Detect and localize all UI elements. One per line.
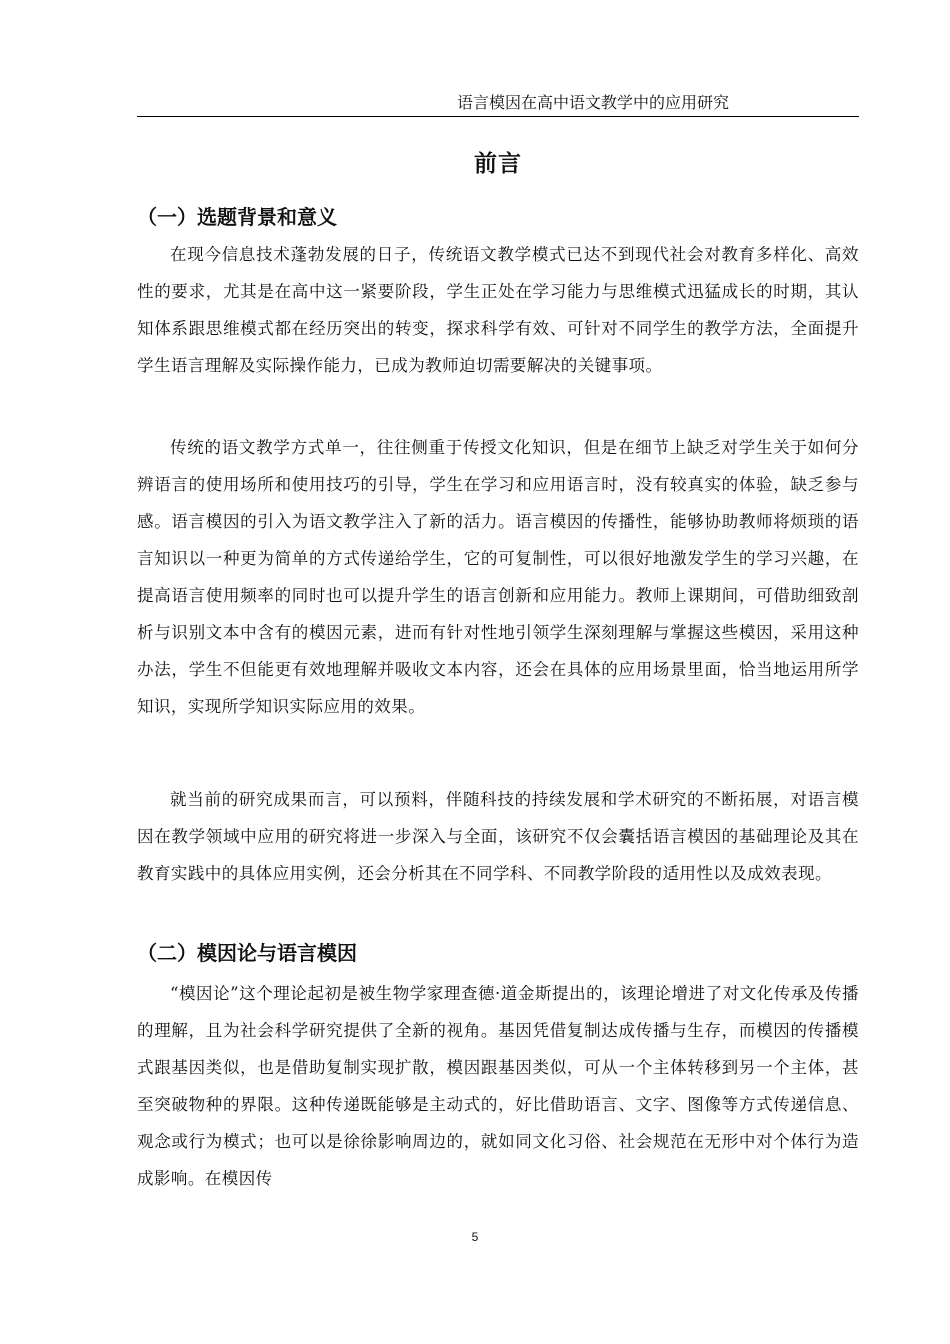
section-heading-2: （二）模因论与语言模因 xyxy=(137,941,357,965)
paragraph: 在现今信息技术蓬勃发展的日子，传统语文教学模式已达不到现代社会对教育多样化、高效性的要求，尤其是在高中这一紧要阶段，学生正处在学习能力与思维模式迅猛成长的时期，其认知体系跟思维模式都在经历突出的转变，探求科学有效、可针对不同学生的教学方法，全面提升学生语言理解及实际操作能力，已成为教师迫切需要解决的关键事项。 xyxy=(137,245,859,375)
paragraph: “模因论”这个理论起初是被生物学家理查德·道金斯提出的，该理论增进了对文化传承及传播的理解，且为社会科学研究提供了全新的视角。基因凭借复制达成传播与生存，而模因的传播模式跟基因类似，也是借助复制实现扩散，模因跟基因类似，可从一个主体转移到另一个主体，甚至突破物种的界限。这种传递既能够是主动式的，好比借助语言、文字、图像等方式传递信息、观念或行为模式；也可以是徐徐影响周边的，就如同文化习俗、社会规范在无形中对个体行为造成影响。在模因传 xyxy=(137,984,859,1188)
paragraph: 就当前的研究成果而言，可以预料，伴随科技的持续发展和学术研究的不断拓展，对语言模因在教学领域中应用的研究将进一步深入与全面，该研究不仅会囊括语言模因的基础理论及其在教育实践中的具体应用实例，还会分析其在不同学科、不同教学阶段的适用性以及成效表现。 xyxy=(137,790,859,883)
header-rule xyxy=(137,116,859,117)
page-number: 5 xyxy=(471,1230,479,1244)
page-title: 前言 xyxy=(474,151,522,177)
section-heading-1: （一）选题背景和意义 xyxy=(137,205,337,229)
running-header-title: 语言模因在高中语文教学中的应用研究 xyxy=(456,93,729,112)
paragraph: 传统的语文教学方式单一，往往侧重于传授文化知识，但是在细节上缺乏对学生关于如何分辨语言的使用场所和使用技巧的引导，学生在学习和应用语言时，没有较真实的体验，缺乏参与感。语言模因的引入为语文教学注入了新的活力。语言模因的传播性，能够协助教师将烦琐的语言知识以一种更为简单的方式传递给学生，它的可复制性，可以很好地激发学生的学习兴趣，在提高语言使用频率的同时也可以提升学生的语言创新和应用能力。教师上课期间，可借助细致剖析与识别文本中含有的模因元素，进而有针对性地引领学生深刻理解与掌握这些模因，采用这种办法，学生不但能更有效地理解并吸收文本内容，还会在具体的应用场景里面，恰当地运用所学知识，实现所学知识实际应用的效果。 xyxy=(137,438,859,716)
